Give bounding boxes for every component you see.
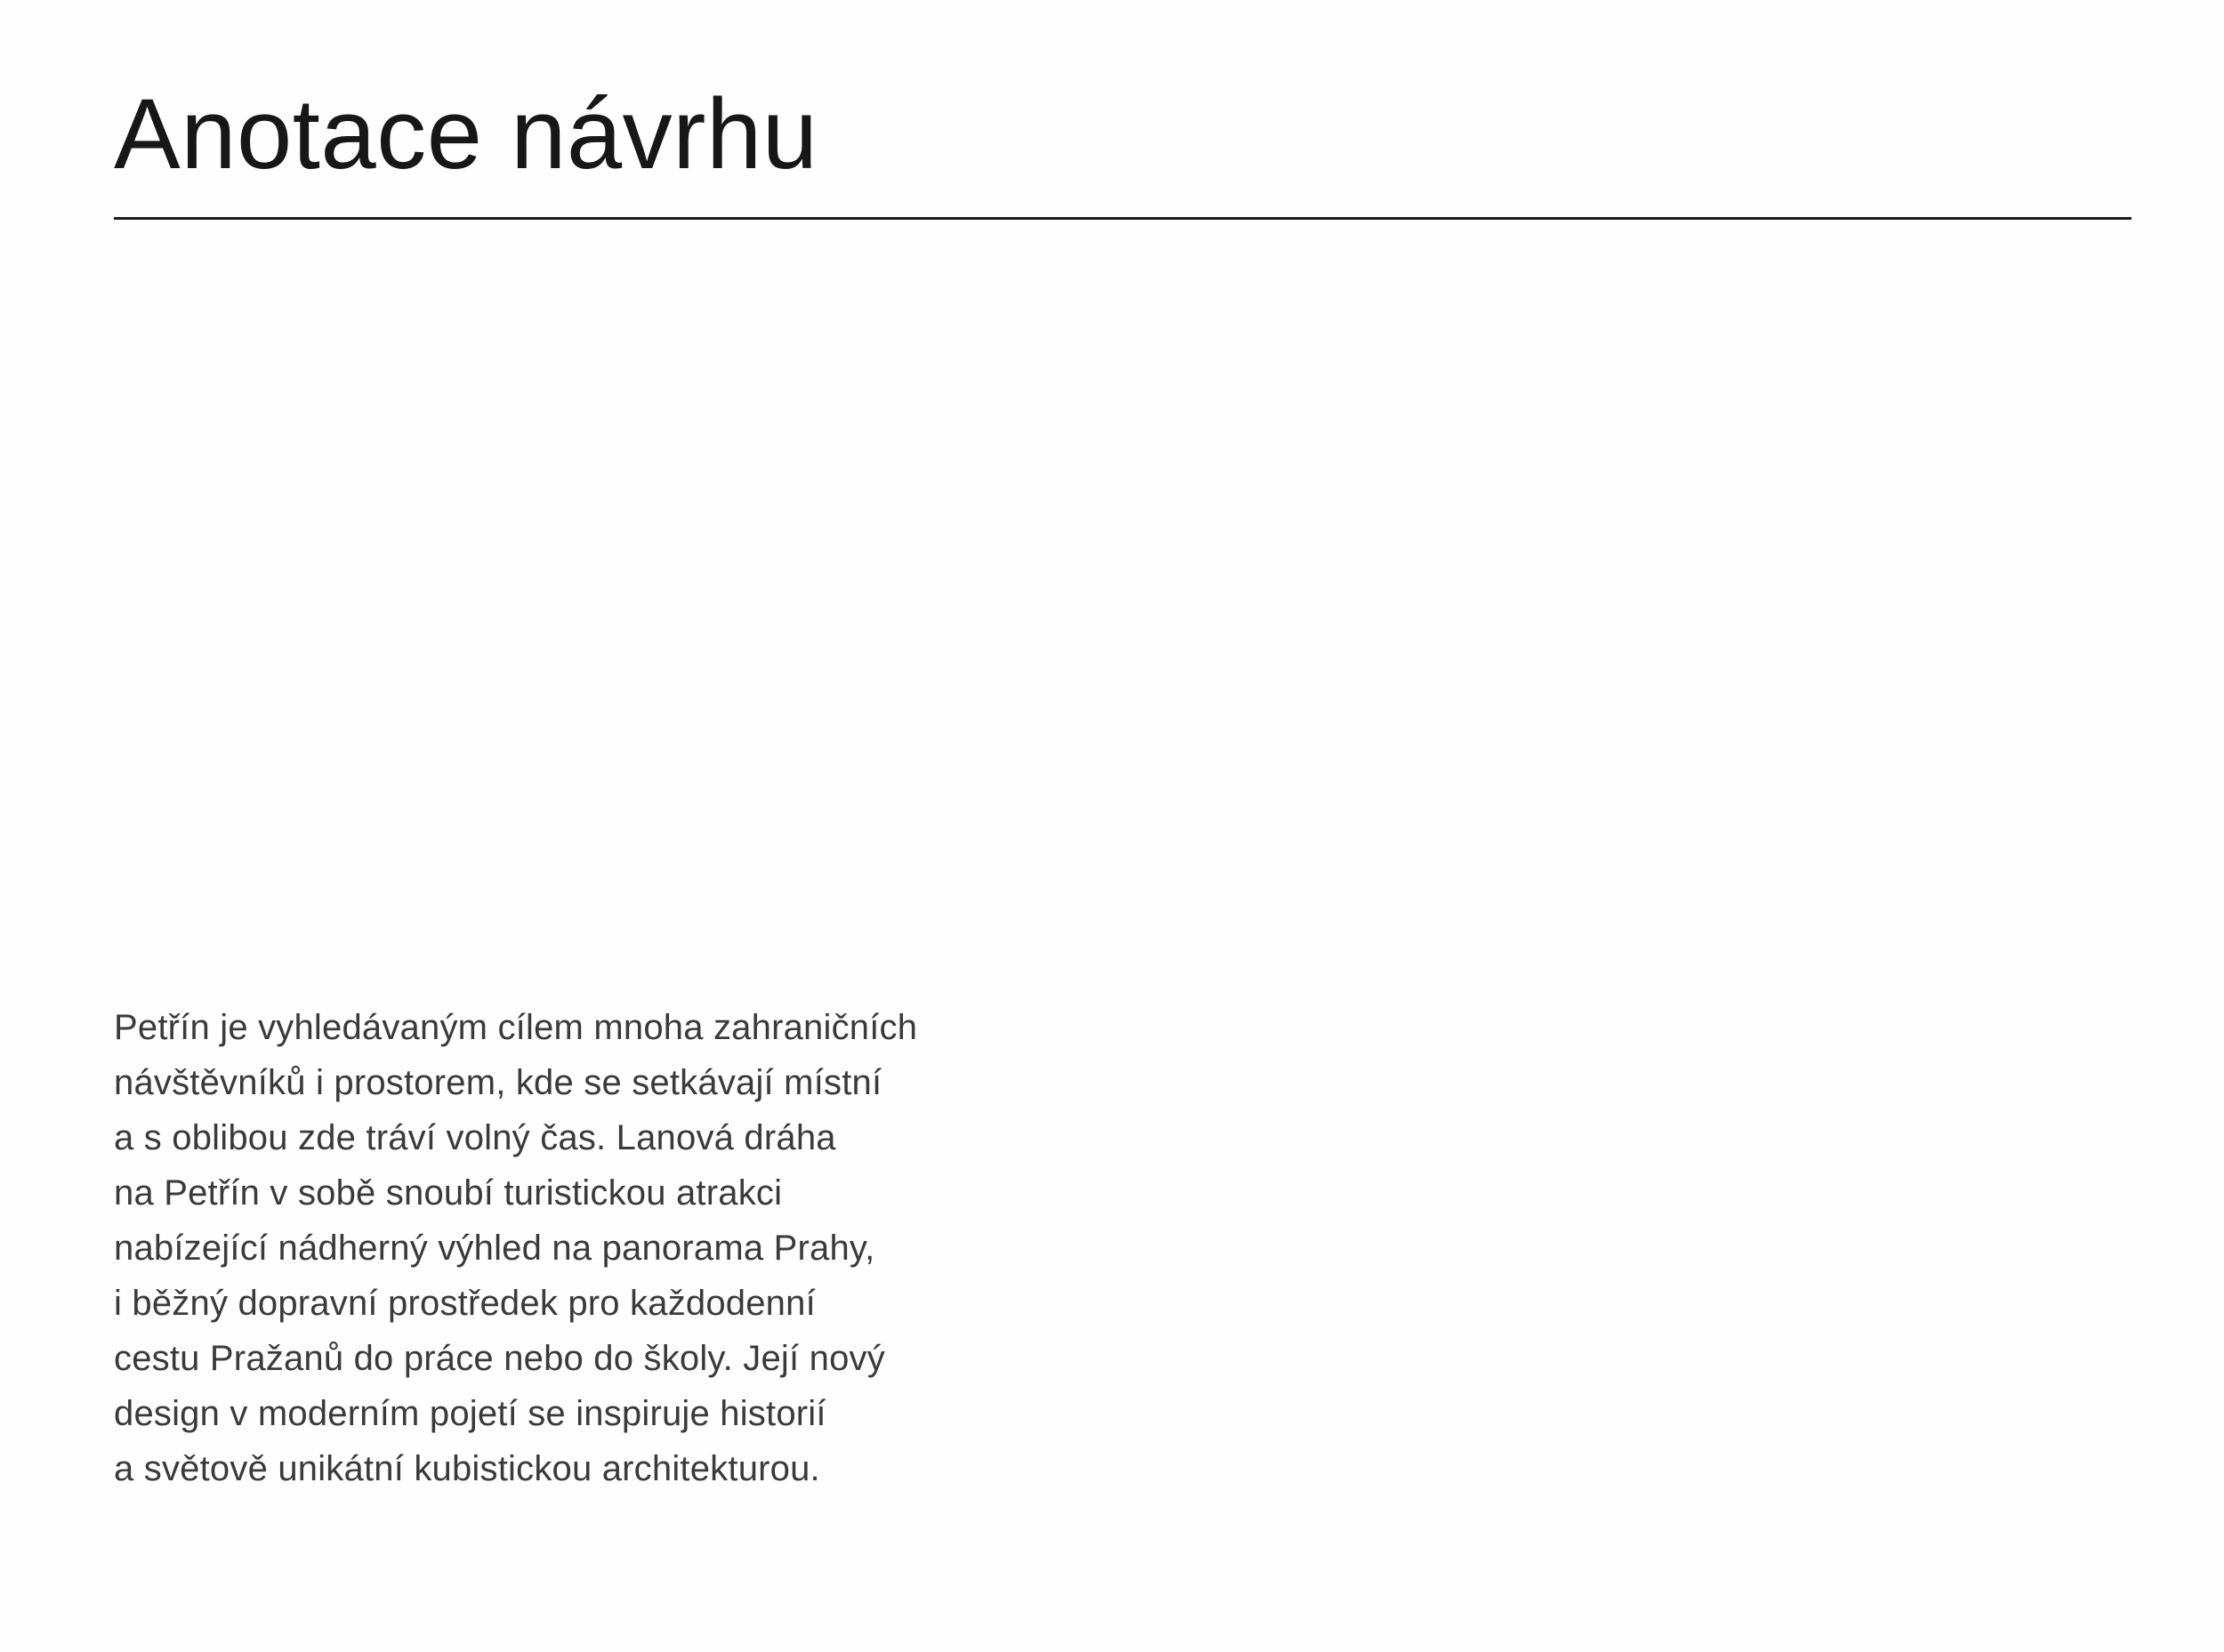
- annotation-line: cestu Pražanů do práce nebo do školy. Její nový: [114, 1339, 885, 1378]
- annotation-text-block: [114, 1000, 1359, 1496]
- page-title: Anotace návrhu: [114, 78, 818, 189]
- title-divider: [114, 217, 2131, 220]
- annotation-line: a s oblibou zde tráví volný čas. Lanová dráha: [114, 1118, 836, 1157]
- annotation-line: návštěvníků i prostorem, kde se setkávají místní: [114, 1063, 882, 1102]
- annotation-line: Petřín je vyhledávaným cílem mnoha zahraničních: [114, 1008, 918, 1047]
- annotation-line: i běžný dopravní prostředek pro každodenní: [114, 1284, 816, 1323]
- title-block: [114, 78, 2131, 220]
- annotation-line: na Petřín v sobě snoubí turistickou atrakci: [114, 1173, 783, 1213]
- annotation-line: nabízející nádherný výhled na panorama Prahy,: [114, 1229, 875, 1268]
- annotation-line: design v moderním pojetí se inspiruje historií: [114, 1394, 826, 1433]
- annotation-line: a světově unikátní kubistickou architekturou.: [114, 1449, 820, 1488]
